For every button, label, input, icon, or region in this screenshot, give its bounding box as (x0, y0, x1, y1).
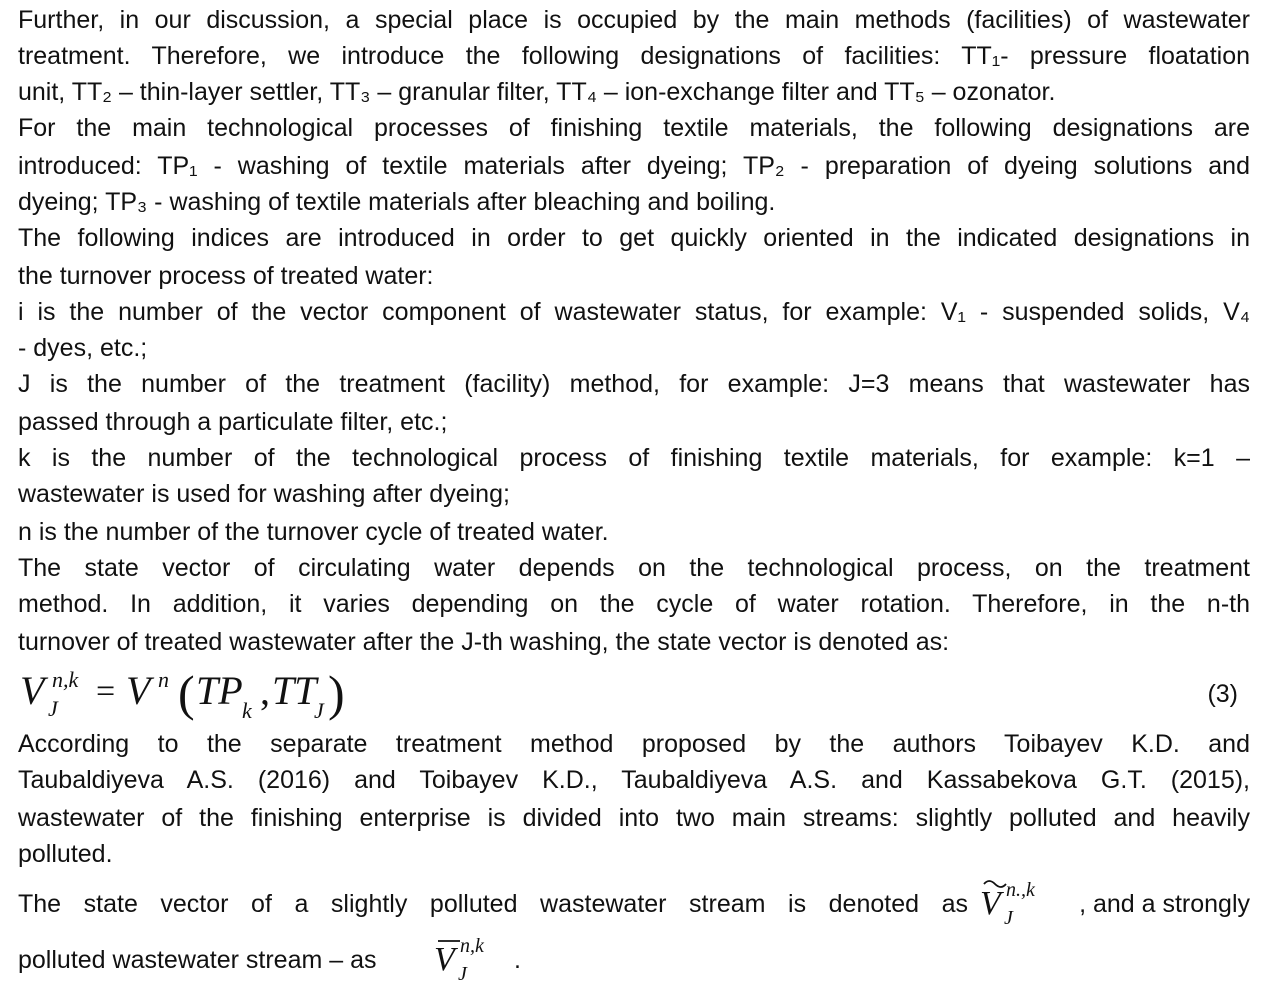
tilde-vector-sub: J (1004, 907, 1013, 926)
eq-lhs-sub: J (48, 696, 58, 721)
text-line: turnover of treated wastewater after the J-th washing, the state vector is denoted as: (18, 628, 950, 656)
text-line-tilde-vector (18, 879, 1250, 926)
text-line: introduced: TP₁ - washing of textile materials after dyeing; TP₂ - preparation of dyeing solutions and (18, 152, 1250, 180)
bar-vector-base: V (434, 941, 455, 978)
equation-number: (3) (1207, 680, 1238, 708)
eq-tt: TT (272, 668, 317, 713)
tilde-vector-sup: n.,k (1006, 879, 1035, 901)
eq-comma: , (260, 668, 270, 713)
eq-rhs-sup: n (158, 667, 169, 692)
text-line: The following indices are introduced in order to get quickly oriented in the indicated designations in (18, 224, 1250, 252)
tilde-vector-symbol (974, 872, 1064, 926)
text-line: method. In addition, it varies depending on the cycle of water rotation. Therefore, in the n-th (18, 590, 1250, 618)
text-line: Taubaldiyeva A.S. (2016) and Toibayev K.D., Taubaldiyeva A.S. and Kassabekova G.T. (2015), (18, 766, 1250, 794)
text-line: The state vector of circulating water depends on the technological process, on the treatment (18, 554, 1250, 582)
text-line: For the main technological processes of finishing textile materials, the following designations are (18, 114, 1250, 142)
tilde-vector-base: V (980, 885, 1001, 922)
eq-sign: = (96, 673, 116, 710)
text-line: treatment. Therefore, we introduce the following designations of facilities: TT₁- pressure floatation (18, 42, 1250, 70)
eq-open-paren: ( (178, 666, 195, 721)
text-line: Further, in our discussion, a special place is occupied by the main methods (facilities) of wastewater (18, 6, 1250, 34)
text-line: i is the number of the vector component of wastewater status, for example: V₁ - suspended solids, V₄ (18, 298, 1250, 326)
text-line-bar-vector (18, 935, 1250, 982)
eq-lhs-sup: n,k (52, 667, 79, 692)
tilde-line-text: The state vector of a slightly polluted wastewater stream is denoted as (18, 890, 968, 918)
bar-line-text: polluted wastewater stream – as (18, 946, 377, 974)
text-line: n is the number of the turnover cycle of treated water. (18, 518, 609, 546)
text-line: passed through a particulate filter, etc.; (18, 408, 448, 436)
text-line: wastewater is used for washing after dyeing; (18, 480, 510, 508)
text-line: J is the number of the treatment (facility) method, for example: J=3 means that wastewater has (18, 370, 1250, 398)
equation-3 (18, 666, 1250, 726)
eq-tt-sub: J (314, 698, 324, 723)
bar-vector-symbol (428, 928, 510, 982)
text-line: - dyes, etc.; (18, 334, 148, 362)
tilde-line-tail: , and a strongly (1079, 890, 1250, 918)
text-line: unit, TT₂ – thin-layer settler, TT₃ – granular filter, TT₄ – ion-exchange filter and TT₅ – ozonator. (18, 78, 1056, 106)
text-line: k is the number of the technological process of finishing textile materials, for example: k=1 – (18, 444, 1250, 472)
bar-vector-sup: n,k (460, 935, 484, 957)
eq-lhs-base: V (20, 668, 45, 713)
eq-tp: TP (196, 668, 243, 713)
equation-formula (18, 666, 418, 726)
text-line: According to the separate treatment method proposed by the authors Toibayev K.D. and (18, 730, 1250, 758)
text-line: polluted. (18, 840, 113, 868)
eq-close-paren: ) (328, 666, 345, 721)
text-line: dyeing; TP₃ - washing of textile materials after bleaching and boiling. (18, 188, 776, 216)
eq-tp-sub: k (242, 698, 252, 723)
eq-rhs-base: V (126, 668, 151, 713)
text-line: the turnover process of treated water: (18, 262, 434, 290)
text-line: wastewater of the finishing enterprise is divided into two main streams: slightly polluted and heavily (18, 804, 1250, 832)
bar-vector-sub: J (458, 963, 467, 982)
bar-line-tail: . (514, 946, 521, 974)
